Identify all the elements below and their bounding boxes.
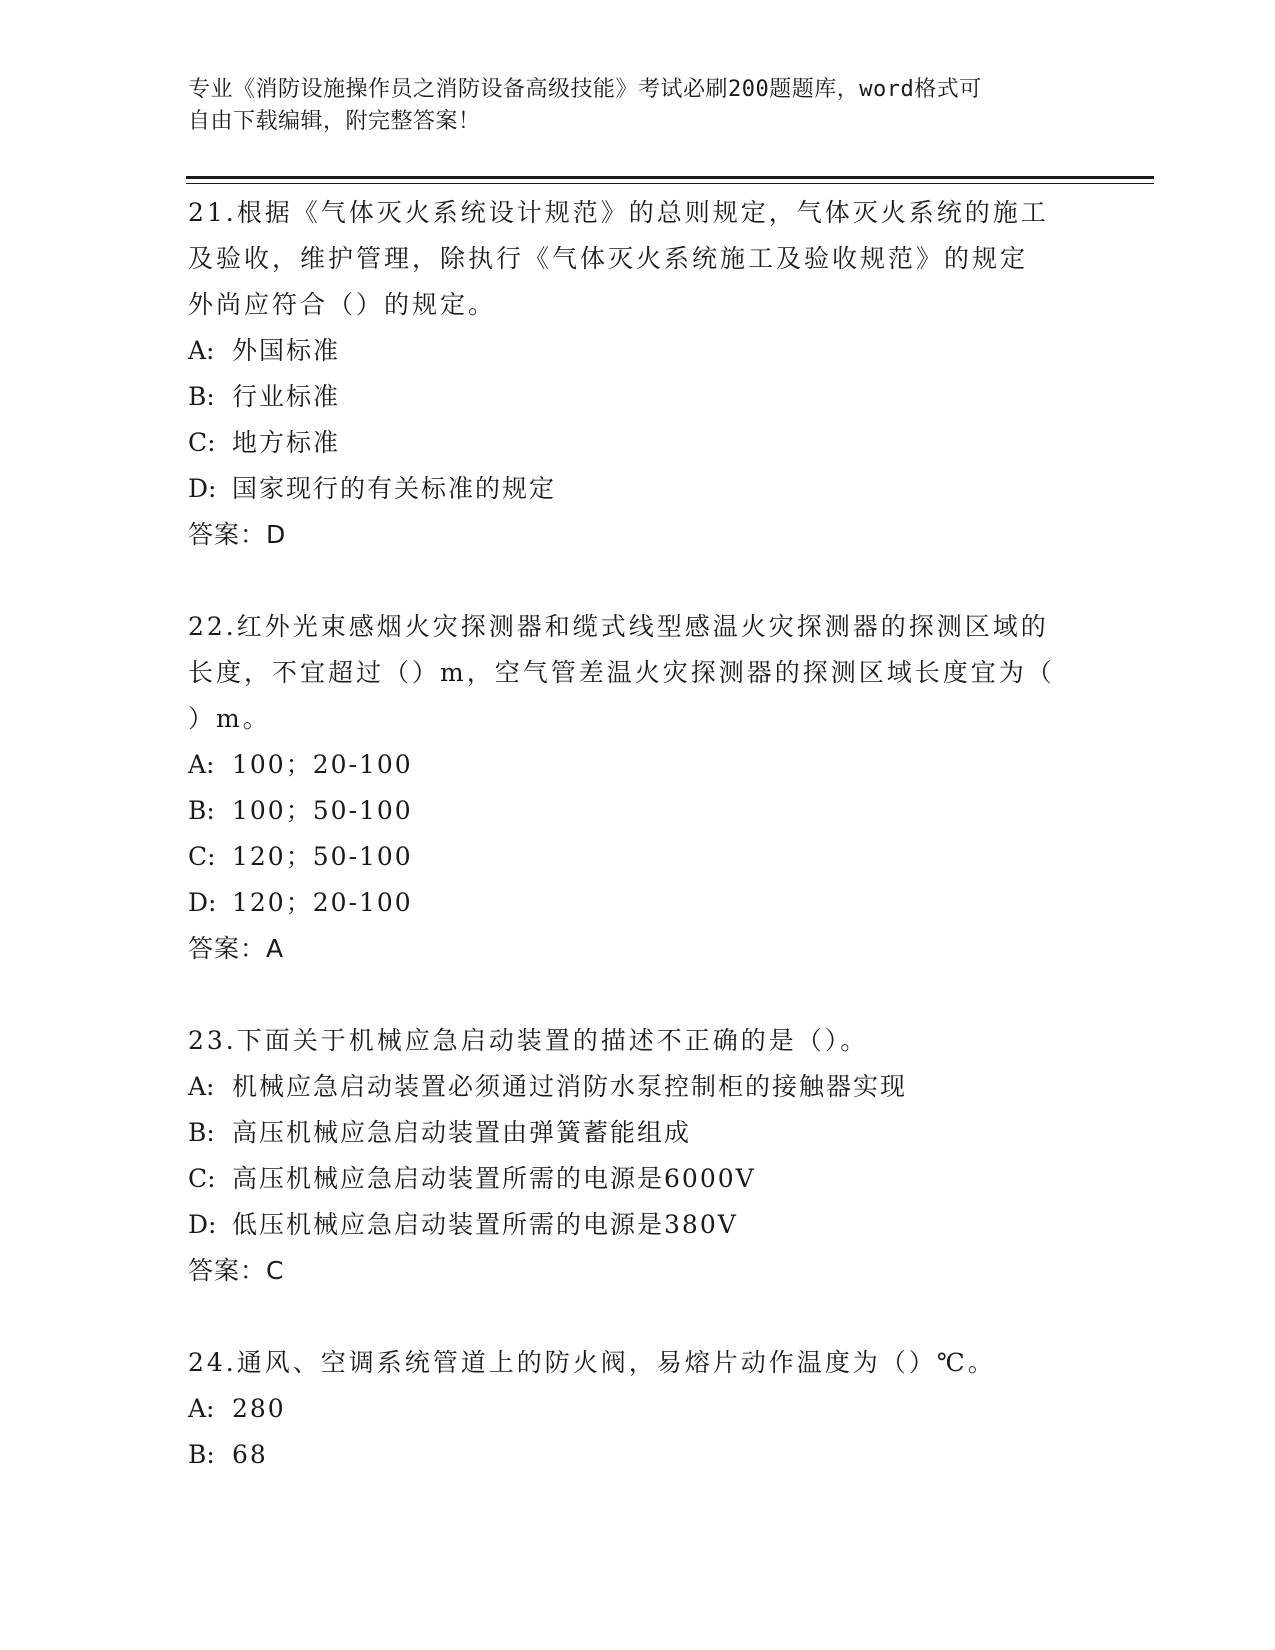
option-d bbox=[188, 466, 1088, 512]
option-a bbox=[188, 742, 1088, 788]
option-d bbox=[188, 880, 1088, 926]
option-label: C: bbox=[188, 428, 216, 457]
option-label: D: bbox=[188, 474, 217, 503]
option-label: C: bbox=[188, 1164, 216, 1193]
question-spacer bbox=[188, 1294, 1088, 1340]
answer: 答案：C bbox=[188, 1256, 285, 1285]
option-text: 国家现行的有关标准的规定 bbox=[232, 474, 557, 503]
option-label: A: bbox=[188, 1394, 215, 1423]
question-21 bbox=[188, 190, 1088, 558]
question-text-line: 23.下面关于机械应急启动装置的描述不正确的是（）。 bbox=[188, 1026, 869, 1055]
option-label: B: bbox=[188, 1440, 215, 1469]
option-b bbox=[188, 374, 1088, 420]
option-label: D: bbox=[188, 888, 217, 917]
question-text-line: 22.红外光束感烟火灾探测器和缆式线型感温火灾探测器的探测区域的 bbox=[188, 612, 1049, 641]
option-text: 外国标准 bbox=[232, 336, 341, 365]
question-spacer bbox=[188, 972, 1088, 1018]
answer: 答案：A bbox=[188, 934, 285, 963]
option-text: 100；50-100 bbox=[232, 796, 413, 825]
option-label: B: bbox=[188, 382, 215, 411]
option-text: 地方标准 bbox=[232, 428, 341, 457]
answer: 答案：D bbox=[188, 520, 287, 549]
option-text: 高压机械应急启动装置由弹簧蓄能组成 bbox=[232, 1118, 692, 1147]
option-label: D: bbox=[188, 1210, 217, 1239]
option-text: 68 bbox=[232, 1440, 268, 1469]
option-text: 低压机械应急启动装置所需的电源是380V bbox=[232, 1210, 738, 1239]
option-label: A: bbox=[188, 750, 215, 779]
option-d bbox=[188, 1202, 1088, 1248]
option-text: 机械应急启动装置必须通过消防水泵控制柜的接触器实现 bbox=[232, 1072, 908, 1101]
question-24 bbox=[188, 1340, 1088, 1478]
question-list bbox=[188, 190, 1088, 1478]
option-label: C: bbox=[188, 842, 216, 871]
header-divider-thick bbox=[186, 176, 1154, 179]
option-text: 行业标准 bbox=[232, 382, 341, 411]
header-line-2: 自由下载编辑，附完整答案！ bbox=[188, 109, 481, 134]
header-divider-thin bbox=[186, 183, 1154, 184]
option-label: A: bbox=[188, 1072, 215, 1101]
option-b bbox=[188, 788, 1088, 834]
question-text-line: 长度，不宜超过（）m，空气管差温火灾探测器的探测区域长度宜为（ bbox=[188, 658, 1055, 687]
option-text: 120；50-100 bbox=[232, 842, 413, 871]
question-23 bbox=[188, 1018, 1088, 1294]
question-22 bbox=[188, 604, 1088, 972]
option-label: B: bbox=[188, 1118, 215, 1147]
option-c bbox=[188, 1156, 1088, 1202]
option-text: 高压机械应急启动装置所需的电源是6000V bbox=[232, 1164, 756, 1193]
option-text: 120；20-100 bbox=[232, 888, 413, 917]
option-c bbox=[188, 420, 1088, 466]
question-text-line: 及验收，维护管理，除执行《气体灭火系统施工及验收规范》的规定 bbox=[188, 244, 1029, 273]
question-text-line: ）m。 bbox=[188, 704, 271, 733]
question-spacer bbox=[188, 558, 1088, 604]
header-line-1: 专业《消防设施操作员之消防设备高级技能》考试必刷200题题库，word格式可 bbox=[188, 77, 982, 102]
option-text: 100；20-100 bbox=[232, 750, 413, 779]
option-label: A: bbox=[188, 336, 215, 365]
question-text-line: 外尚应符合（）的规定。 bbox=[188, 290, 497, 319]
option-c bbox=[188, 834, 1088, 880]
question-text-line: 24.通风、空调系统管道上的防火阀，易熔片动作温度为（）℃。 bbox=[188, 1348, 996, 1377]
option-b bbox=[188, 1110, 1088, 1156]
option-b bbox=[188, 1432, 1088, 1478]
option-a bbox=[188, 1386, 1088, 1432]
option-label: B: bbox=[188, 796, 215, 825]
question-text-line: 21.根据《气体灭火系统设计规范》的总则规定，气体灭火系统的施工 bbox=[188, 198, 1049, 227]
option-a bbox=[188, 328, 1088, 374]
option-text: 280 bbox=[232, 1394, 286, 1423]
document-header bbox=[188, 74, 1068, 138]
option-a bbox=[188, 1064, 1088, 1110]
